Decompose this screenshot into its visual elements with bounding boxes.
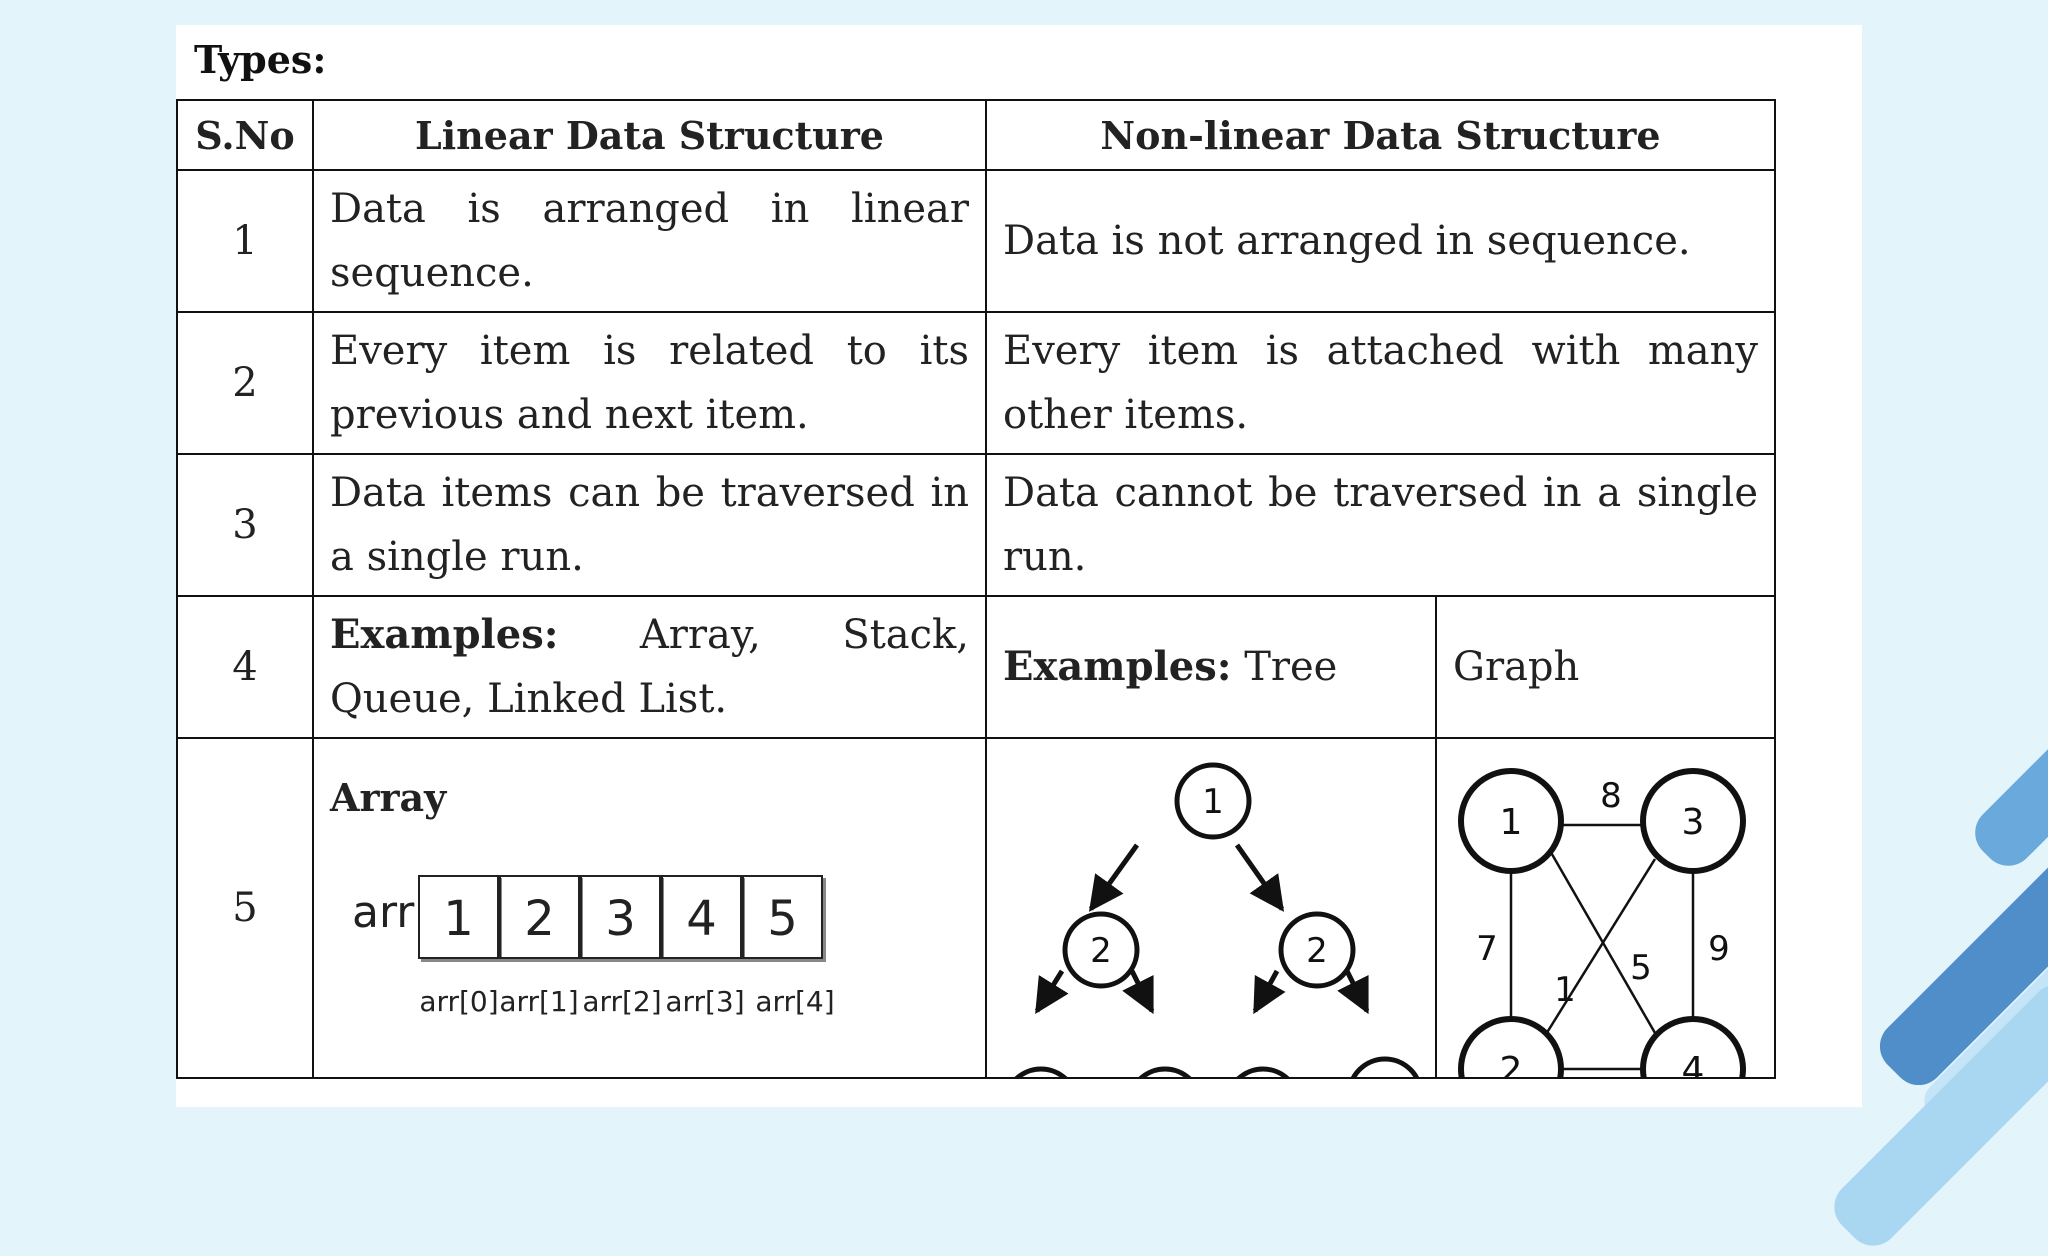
array-index: arr[3] [665,985,745,1018]
graph-node-label: 2 [1499,1050,1523,1091]
array-index: arr[4] [755,985,835,1018]
array-index: arr[0] [419,985,499,1018]
row-number: 5 [177,738,313,1078]
header-linear: Linear Data Structure [313,100,986,170]
linear-cell: Data is arranged in linear sequence. [313,170,986,312]
tree-node-label: 1 [1202,782,1224,822]
graph-edge-weight: 1 [1554,970,1576,1010]
examples-label: Examples: [1003,643,1232,690]
header-sno: S.No [177,100,313,170]
tree-example: Tree [1244,644,1338,690]
tree-node-label: 2 [1306,931,1328,971]
tree-edge [1237,845,1282,909]
graph-node-label: 4 [1681,1050,1705,1091]
tree-diagram-cell [986,738,1436,1126]
array-element: 4 [661,875,742,959]
array-element: 3 [580,875,661,959]
array-element: 2 [499,875,580,959]
array-name: arr [352,887,415,938]
comparison-table [176,99,1776,1130]
tree-examples-cell [986,596,1436,738]
nonlinear-cell: Data is not arranged in sequence. [986,170,1775,312]
graph-node-label: 1 [1499,802,1523,843]
array-element: 5 [742,875,823,959]
tree-node [1227,1069,1299,1078]
array-index: arr[2] [582,985,662,1018]
tree-node-label: 2 [1090,931,1112,971]
graph-edge-weight: 7 [1476,929,1498,969]
row-number: 4 [177,596,313,738]
tree-edge [1091,845,1137,909]
graph-diagram-cell [1436,738,1775,1130]
header-row [177,100,1775,170]
graph-edge-weight: 5 [1630,948,1652,988]
array-index: arr[1] [499,985,579,1018]
nonlinear-cell: Data cannot be traversed in a single run. [986,454,1775,596]
graph-edge-weight: 8 [1600,776,1622,816]
types-heading: Types: [194,37,327,82]
tree-edge [1037,971,1062,1011]
tree-node [1129,1069,1201,1078]
table-row [177,454,1775,596]
linear-examples: Array, Stack, Queue, Linked List. [330,612,970,722]
table-row [177,170,1775,312]
tree-edge [1255,971,1277,1011]
graph-example: Graph [1436,596,1775,738]
table-row [177,312,1775,454]
row-number: 3 [177,454,313,596]
tree-edge [1132,971,1152,1011]
table-row [177,596,1775,738]
row-number: 1 [177,170,313,312]
graph-diagram: 1 3 2 4 8 7 9 5 1 6 [1437,739,1774,1078]
linear-examples-cell [313,596,986,738]
nonlinear-cell: Every item is attached with many other items. [986,312,1775,454]
row-number: 2 [177,312,313,454]
table-row [177,738,1775,1078]
tree-node [1005,1069,1077,1078]
examples-label: Examples: [330,611,559,658]
tree-diagram: 1 2 2 1 8 1 3 [987,739,1435,1078]
decor-stripe [1964,705,2048,876]
graph-edge-weight: 9 [1708,929,1730,969]
header-nonlinear: Non-linear Data Structure [986,100,1775,170]
array-diagram-cell [313,738,986,1078]
linear-cell: Data items can be traversed in a single run. [313,454,986,596]
array-title: Array [330,775,447,820]
tree-node-label: 3 [1374,1076,1396,1116]
linear-cell: Every item is related to its previous and next item. [313,312,986,454]
graph-node-label: 3 [1681,802,1705,843]
document-card [176,25,1862,1130]
array-element: 1 [418,875,499,959]
tree-edge [1347,971,1367,1011]
